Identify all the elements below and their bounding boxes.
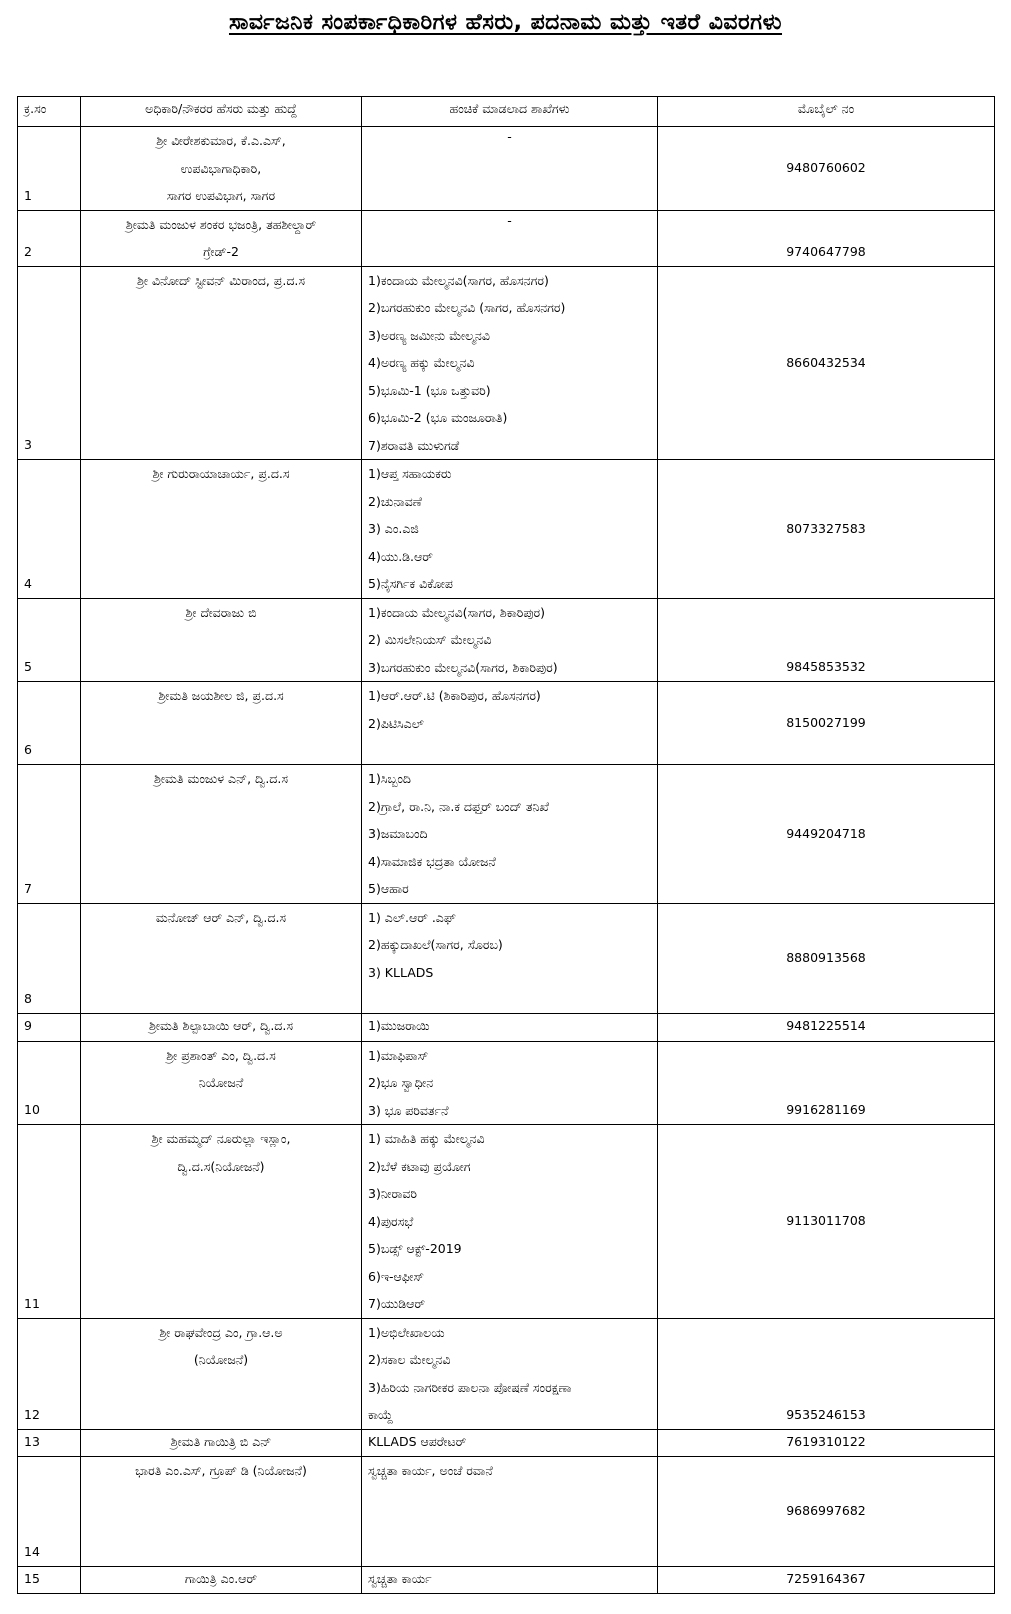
cell-departments <box>362 1429 658 1456</box>
cell-departments <box>362 460 658 599</box>
name-line: ಶ್ರೀ ದೇವರಾಜು ಬಿ <box>185 604 257 620</box>
cell-mobile-number: 7619310122 <box>658 1429 995 1456</box>
name-line: ಭಾರತಿ ಎಂ.ಎಸ್, ಗ್ರೂಪ್ ಡಿ (ನಿಯೋಜನೆ) <box>135 1462 307 1478</box>
department-item: 1)ಆಪ್ತ ಸಹಾಯಕರು <box>368 466 452 481</box>
name-line: ಗ್ರೇಡ್-2 <box>203 244 239 259</box>
cell-name-designation <box>81 682 362 765</box>
name-line: ದ್ವಿ.ದ.ಸ(ನಿಯೋಜನೆ) <box>177 1158 265 1174</box>
cell-sl-no: 7 <box>18 765 81 904</box>
cell-mobile-number: 9740647798 <box>658 210 995 266</box>
department-item: 1)ಕಂದಾಯ ಮೇಲ್ಮನವಿ(ಸಾಗರ, ಹೊಸನಗರ) <box>368 272 549 288</box>
department-item: 5)ಬಡ್ಸ್ ಆಕ್ಟ್-2019 <box>368 1241 462 1256</box>
name-line: ಸಾಗರ ಉಪವಿಭಾಗ, ಸಾಗರ <box>166 188 276 203</box>
name-line: ಶ್ರೀಮತಿ ಶಿಲ್ಪಾಬಾಯಿ ಆರ್, ದ್ವಿ.ದ.ಸ <box>149 1017 293 1033</box>
table-row <box>18 765 995 904</box>
cell-departments <box>362 266 658 460</box>
department-item: 6)ಇ-ಆಫೀಸ್ <box>368 1268 425 1284</box>
cell-departments <box>362 1041 658 1125</box>
table-row <box>18 1125 995 1319</box>
cell-sl-no: 4 <box>18 460 81 599</box>
name-line: (ನಿಯೋಜನೆ) <box>193 1352 249 1367</box>
department-item: 4)ಪುರಸಭೆ <box>368 1213 414 1229</box>
cell-name-designation <box>81 903 362 1013</box>
cell-sl-no: 15 <box>18 1566 81 1593</box>
cell-mobile-number: 8880913568 <box>658 903 995 1013</box>
cell-name-designation <box>81 1429 362 1456</box>
cell-mobile-number: 8073327583 <box>658 460 995 599</box>
cell-sl-no: 1 <box>18 127 81 211</box>
cell-name-designation <box>81 1456 362 1566</box>
cell-departments <box>362 210 658 266</box>
department-item: ಸ್ವಚ್ಚತಾ ಕಾರ್ಯ, ಅಂಚೆ ರವಾನೆ <box>368 1462 493 1478</box>
name-line: ಶ್ರೀ ಪ್ರಶಾಂತ್ ಎಂ, ದ್ವಿ.ದ.ಸ <box>166 1047 276 1063</box>
cell-sl-no: 14 <box>18 1456 81 1566</box>
department-item: 2)ಭೂ ಸ್ವಾಧೀನ <box>368 1075 434 1090</box>
cell-sl-no: 5 <box>18 598 81 682</box>
name-line: ಗಾಯಿತ್ರಿ ಎಂ.ಆರ್ <box>184 1570 258 1586</box>
table-row <box>18 1013 995 1041</box>
department-item: 1)ಸಿಬ್ಬಂದಿ <box>368 771 411 786</box>
cell-departments <box>362 903 658 1013</box>
cell-departments <box>362 1456 658 1566</box>
header-name-designation: ಅಧಿಕಾರಿ/ನೌಕರರ ಹೆಸರು ಮತ್ತು ಹುದ್ದೆ <box>81 97 362 127</box>
cell-name-designation <box>81 1125 362 1319</box>
name-line: ಉಪವಿಭಾಗಾಧಿಕಾರಿ, <box>180 160 262 176</box>
cell-departments <box>362 598 658 682</box>
cell-name-designation <box>81 765 362 904</box>
cell-mobile-number: 9449204718 <box>658 765 995 904</box>
cell-sl-no: 3 <box>18 266 81 460</box>
department-item: 2)ಸಕಾಲ ಮೇಲ್ಮನವಿ <box>368 1352 451 1367</box>
cell-name-designation <box>81 1013 362 1041</box>
department-item: - <box>507 212 512 228</box>
department-item: 5)ಆಹಾರ <box>368 881 409 896</box>
cell-mobile-number: 9535246153 <box>658 1318 995 1429</box>
department-item: 3)ಅರಣ್ಯ ಜಮೀನು ಮೇಲ್ಮನವಿ <box>368 327 490 343</box>
cell-name-designation <box>81 1566 362 1593</box>
department-item: 2)ಹಕ್ಕುದಾಖಲೆ(ಸಾಗರ, ಸೊರಬ) <box>368 937 503 952</box>
department-item: 2)ಪಿಟಿಸಿಎಲ್ <box>368 715 424 731</box>
name-line: ಶ್ರೀಮತಿ ಮಂಜುಳ ಶಂಕರ ಭಜಂತ್ರಿ, ತಹಶೀಲ್ದಾರ್ <box>125 216 317 232</box>
cell-mobile-number: 9845853532 <box>658 598 995 682</box>
table-row <box>18 1041 995 1125</box>
cell-mobile-number: 7259164367 <box>658 1566 995 1593</box>
department-item: 3) KLLADS <box>368 964 434 980</box>
department-item: 2) ಮಿಸಲೇನಿಯಸ್ ಮೇಲ್ಮನವಿ <box>368 632 492 647</box>
department-item: 4)ಅರಣ್ಯ ಹಕ್ಕು ಮೇಲ್ಮನವಿ <box>368 355 475 370</box>
cell-mobile-number: 8660432534 <box>658 266 995 460</box>
department-item: 4)ಸಾಮಾಜಿಕ ಭದ್ರತಾ ಯೋಜನೆ <box>368 853 496 869</box>
cell-departments <box>362 1566 658 1593</box>
cell-mobile-number: 9480760602 <box>658 127 995 211</box>
table-row <box>18 127 995 211</box>
department-item: KLLADS ಆಪರೇಟರ್ <box>368 1433 467 1449</box>
cell-sl-no: 10 <box>18 1041 81 1125</box>
cell-sl-no: 2 <box>18 210 81 266</box>
department-item: 3) ಭೂ ಪರಿವರ್ತನೆ <box>368 1102 449 1118</box>
department-item: - <box>507 129 512 144</box>
department-item: 3)ಹಿರಿಯ ನಾಗರೀಕರ ಪಾಲನಾ ಪೋಷಣೆ ಸಂರಕ್ಷಣಾ <box>368 1379 572 1395</box>
cell-name-designation <box>81 598 362 682</box>
department-item: 7)ಯುಡಿಆರ್ <box>368 1296 425 1311</box>
cell-name-designation <box>81 210 362 266</box>
table-row <box>18 903 995 1013</box>
department-item: 3)ಜಮಾಬಂದಿ <box>368 826 428 841</box>
cell-departments <box>362 682 658 765</box>
table-row <box>18 1318 995 1429</box>
department-item: ಸ್ವಚ್ಚತಾ ಕಾರ್ಯ <box>368 1570 432 1586</box>
cell-name-designation <box>81 1318 362 1429</box>
department-item: 1)ಕಂದಾಯ ಮೇಲ್ಮನವಿ(ಸಾಗರ, ಶಿಕಾರಿಪುರ) <box>368 604 546 620</box>
cell-name-designation <box>81 460 362 599</box>
cell-name-designation <box>81 266 362 460</box>
name-line: ಶ್ರೀ ಗುರುರಾಯಾಚಾರ್ಯ, ಪ್ರ.ದ.ಸ <box>152 466 290 481</box>
cell-mobile-number: 9113011708 <box>658 1125 995 1319</box>
cell-sl-no: 12 <box>18 1318 81 1429</box>
table-row <box>18 1566 995 1593</box>
department-item: 6)ಭೂಮಿ-2 (ಭೂ ಮಂಜೂರಾತಿ) <box>368 410 508 425</box>
document-title <box>0 10 1011 35</box>
department-item: 1)ಮುಜರಾಯಿ <box>368 1017 430 1033</box>
department-item: 2)ಬಗರಹುಕುಂ ಮೇಲ್ಮನವಿ (ಸಾಗರ, ಹೊಸನಗರ) <box>368 300 566 315</box>
name-line: ಶ್ರೀ ರಾಘವೇಂದ್ರ ಎಂ, ಗ್ರಾ.ಆ.ಅ <box>159 1324 283 1340</box>
name-line: ನಿಯೋಜನೆ <box>198 1075 244 1090</box>
department-item: 4)ಯು.ಡಿ.ಆರ್ <box>368 548 433 564</box>
table-row <box>18 460 995 599</box>
table-row <box>18 1456 995 1566</box>
document-title-text: ಸಾರ್ವಜನಿಕ ಸಂಪರ್ಕಾಧಿಕಾರಿಗಳ ಹೆಸರು, ಪದನಾಮ ಮತ್ತು ಇತರೆ ವಿವರಗಳು <box>228 10 783 35</box>
cell-departments <box>362 1318 658 1429</box>
cell-sl-no: 13 <box>18 1429 81 1456</box>
table-row <box>18 598 995 682</box>
cell-sl-no: 6 <box>18 682 81 765</box>
table-row <box>18 1429 995 1456</box>
officers-table <box>17 96 995 1594</box>
name-line: ಶ್ರೀ ವಿನೋದ್ ಸ್ಟೀವನ್ ಮಿರಾಂದ, ಪ್ರ.ದ.ಸ <box>136 272 306 288</box>
department-item: 2)ಚುನಾವಣೆ <box>368 493 422 509</box>
name-line: ಶ್ರೀ ವೀರೇಶಕುಮಾರ, ಕೆ.ಎ.ಎಸ್, <box>156 133 286 148</box>
name-line: ಶ್ರೀಮತಿ ಜಯಶೀಲ ಜಿ, ಪ್ರ.ದ.ಸ <box>158 688 284 703</box>
department-item: 3)ಬಗರಹುಕುಂ ಮೇಲ್ಮನವಿ(ಸಾಗರ, ಶಿಕಾರಿಪುರ) <box>368 659 558 675</box>
department-item: 2)ಬೆಳೆ ಕಟಾವು ಪ್ರಯೋಗ <box>368 1158 471 1174</box>
cell-mobile-number: 9481225514 <box>658 1013 995 1041</box>
cell-departments <box>362 1013 658 1041</box>
header-sl-no: ಕ್ರ.ಸಂ <box>18 97 81 127</box>
name-line: ಶ್ರೀಮತಿ ಮಂಜುಳ ಎನ್, ದ್ವಿ.ದ.ಸ <box>154 771 288 786</box>
cell-mobile-number: 9686997682 <box>658 1456 995 1566</box>
table-row <box>18 266 995 460</box>
cell-mobile-number: 8150027199 <box>658 682 995 765</box>
name-line: ಶ್ರೀ ಮಹಮ್ಮದ್ ನೂರುಲ್ಲಾ ಇಸ್ಲಾಂ, <box>151 1131 291 1146</box>
department-item: ಕಾಯ್ದೆ <box>368 1407 394 1422</box>
department-item: 3)ನೀರಾವರಿ <box>368 1186 418 1201</box>
department-item: 1)ಅಭಿಲೇಖಾಲಯ <box>368 1324 445 1340</box>
department-item: 2)ಗ್ರಾಲೆ, ರಾ.ನಿ, ನಾ.ಕ ದಫ್ತರ್ ಬಂದ್ ತನಿಖೆ <box>368 798 549 814</box>
header-departments: ಹಂಚಿಕೆ ಮಾಡಲಾದ ಶಾಖೆಗಳು <box>362 97 658 127</box>
table-body <box>18 127 995 1594</box>
cell-name-designation <box>81 1041 362 1125</box>
cell-departments <box>362 1125 658 1319</box>
name-line: ಮನೋಜ್ ಆರ್ ಎನ್, ದ್ವಿ.ದ.ಸ <box>155 909 287 925</box>
table-header-row <box>18 97 995 127</box>
cell-departments <box>362 765 658 904</box>
cell-name-designation <box>81 127 362 211</box>
department-item: 1)ಆರ್.ಆರ್.ಟಿ (ಶಿಕಾರಿಪುರ, ಹೊಸನಗರ) <box>368 688 541 703</box>
department-item: 1) ಮಾಹಿತಿ ಹಕ್ಕು ಮೇಲ್ಮನವಿ <box>368 1131 485 1146</box>
department-item: 5)ನೈಸರ್ಗಿಕ ವಿಕೋಪ <box>368 576 453 591</box>
name-line: ಶ್ರೀಮತಿ ಗಾಯಿತ್ರಿ ಬಿ ಎನ್ <box>170 1433 272 1449</box>
department-item: 1) ಎಲ್.ಆರ್ .ಎಫ್ <box>368 909 456 925</box>
department-item: 5)ಭೂಮಿ-1 (ಭೂ ಒತ್ತುವರಿ) <box>368 382 491 398</box>
table-row <box>18 210 995 266</box>
table-row <box>18 682 995 765</box>
department-item: 1)ಮಾಫಿಪಾಸ್ <box>368 1047 429 1063</box>
department-item: 3) ಎಂ.ಎಜಿ <box>368 521 419 536</box>
header-mobile: ಮೊಬೈಲ್ ನಂ <box>658 97 995 127</box>
cell-sl-no: 8 <box>18 903 81 1013</box>
department-item: 7)ಶರಾವತಿ ಮುಳುಗಡೆ <box>368 437 460 453</box>
cell-departments <box>362 127 658 211</box>
cell-sl-no: 11 <box>18 1125 81 1319</box>
cell-mobile-number: 9916281169 <box>658 1041 995 1125</box>
cell-sl-no: 9 <box>18 1013 81 1041</box>
